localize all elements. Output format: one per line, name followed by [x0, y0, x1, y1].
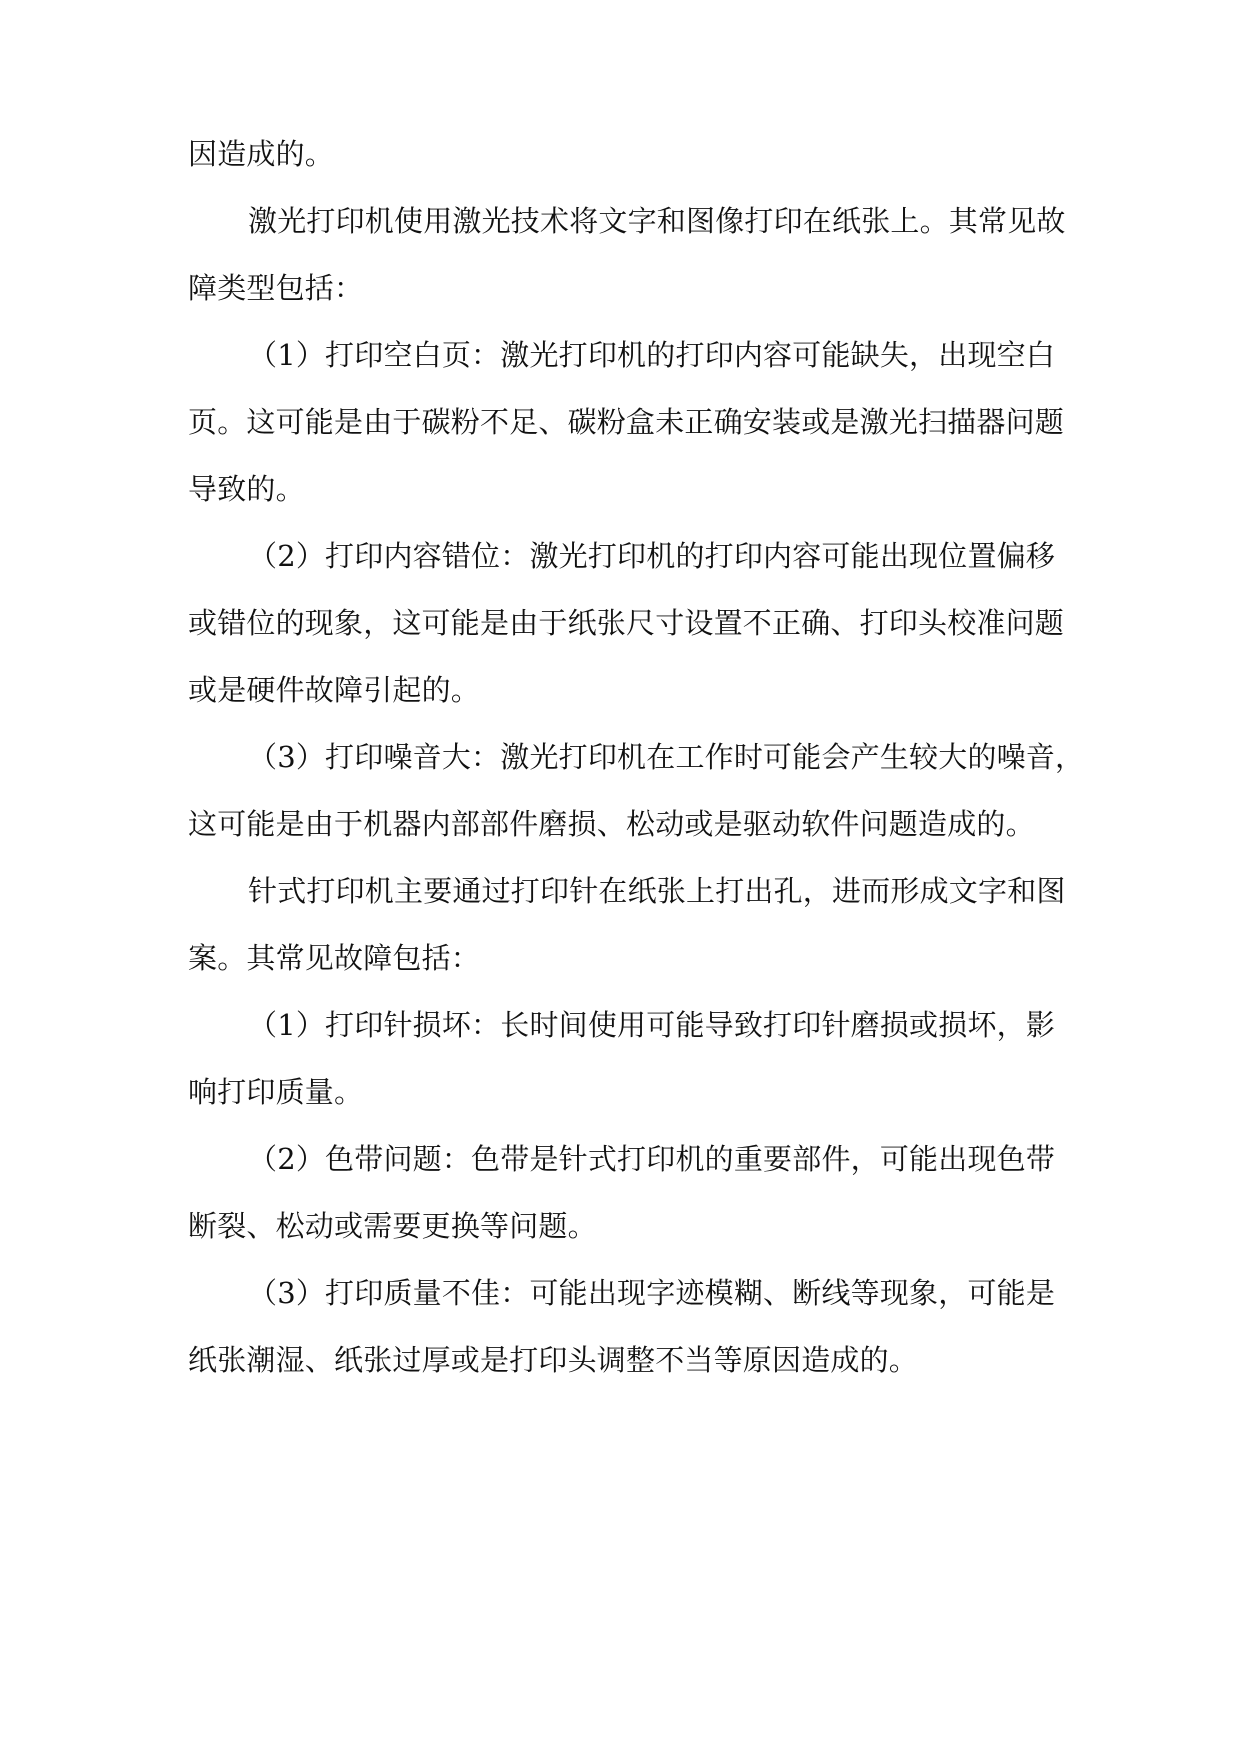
paragraph-line: 障类型包括： [188, 271, 364, 305]
paragraph-line: 或是硬件故障引起的。 [188, 673, 481, 707]
paragraph-line: 页。这可能是由于碳粉不足、碳粉盒未正确安装或是激光扫描器问题 [188, 405, 1065, 439]
paragraph-line: （3）打印噪音大：激光打印机在工作时可能会产生较大的噪音， [248, 740, 1085, 774]
paragraph-line: 导致的。 [188, 472, 305, 506]
paragraph-line: （3）打印质量不佳：可能出现字迹模糊、断线等现象，可能是 [248, 1276, 1056, 1310]
paragraph-line: 案。其常见故障包括： [188, 941, 481, 975]
paragraph-line: 或错位的现象，这可能是由于纸张尺寸设置不正确、打印头校准问题 [188, 606, 1065, 640]
paragraph-line: （1）打印空白页：激光打印机的打印内容可能缺失，出现空白 [248, 338, 1056, 372]
paragraph-line: 这可能是由于机器内部部件磨损、松动或是驱动软件问题造成的。 [188, 807, 1035, 841]
paragraph-line: 激光打印机使用激光技术将文字和图像打印在纸张上。其常见故 [248, 204, 1066, 238]
paragraph-line: （2）打印内容错位：激光打印机的打印内容可能出现位置偏移 [248, 539, 1056, 573]
paragraph-line: 纸张潮湿、纸张过厚或是打印头调整不当等原因造成的。 [188, 1343, 919, 1377]
paragraph-line: （1）打印针损坏：长时间使用可能导致打印针磨损或损坏，影 [248, 1008, 1056, 1042]
paragraph-line: 针式打印机主要通过打印针在纸张上打出孔，进而形成文字和图 [248, 874, 1066, 908]
paragraph-line: （2）色带问题：色带是针式打印机的重要部件，可能出现色带 [248, 1142, 1056, 1176]
paragraph-line: 因造成的。 [188, 137, 335, 171]
paragraph-line: 响打印质量。 [188, 1075, 364, 1109]
paragraph-line: 断裂、松动或需要更换等问题。 [188, 1209, 597, 1243]
